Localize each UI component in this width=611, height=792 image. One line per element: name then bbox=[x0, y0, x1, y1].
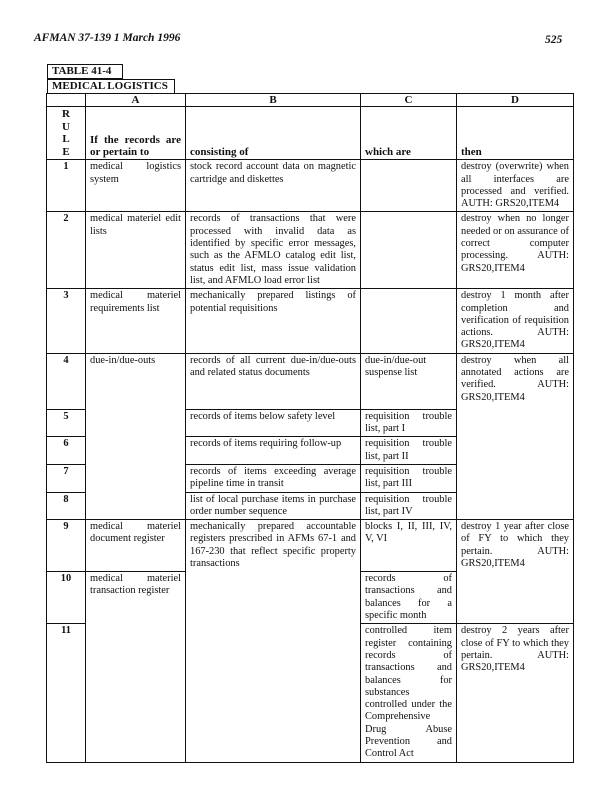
table-row: 2 medical materiel edit lists records of transactions that were processed with invalid data as identified by specific error messages, such as the AFMLO catalog edit list, status edit list, mass issue validation list, and AFMLO load error list destroy when no longer needed or on assurance of correct computer processing. AUTH: GRS20,ITEM4 bbox=[47, 212, 574, 289]
table-label: TABLE 41-4 bbox=[47, 64, 123, 79]
page-number: 525 bbox=[545, 34, 563, 46]
records-table bbox=[46, 93, 574, 763]
table-row: 4 due-in/due-outs records of all current due-in/due-outs and related status documents due-in/due-out suspense list destroy when all annotated actions are verified. AUTH: GRS20,ITEM4 bbox=[47, 353, 574, 409]
table-row: 6 records of items requiring follow-up requisition trouble list, part II bbox=[47, 437, 574, 465]
header-a: If the records are or pertain to bbox=[86, 107, 186, 160]
table-row: 3 medical materiel requirements list mechanically prepared listings of potential requisitions destroy 1 month after completion and verification of requisition actions. AUTH: GRS20,ITEM4 bbox=[47, 289, 574, 353]
rule-header: R U L E bbox=[47, 107, 86, 160]
running-header: AFMAN 37-139 1 March 1996 bbox=[34, 32, 181, 44]
col-letter: B bbox=[186, 94, 361, 107]
col-letter: D bbox=[457, 94, 574, 107]
table-title: MEDICAL LOGISTICS bbox=[47, 79, 175, 94]
table-row: 11 controlled item register containing records of transactions and balances for substances controlled under the Comprehensive Drug Abuse Prevention and Control Act destroy 2 years after close of FY to which they pertain. AUTH: GRS20,ITEM4 bbox=[47, 624, 574, 762]
header-c: which are bbox=[361, 107, 457, 160]
table-row: 10 medical materiel transaction register records of transactions and balances for a specific month bbox=[47, 572, 574, 624]
column-header-row bbox=[47, 107, 574, 160]
table-row: 8 list of local purchase items in purchase order number sequence requisition trouble list, part IV bbox=[47, 492, 574, 520]
table-row: 1 medical logistics system stock record account data on magnetic cartridge and diskettes destroy (overwrite) when all interfaces are processed and verified. AUTH: GRS20,ITEM4 bbox=[47, 160, 574, 212]
col-letter: A bbox=[86, 94, 186, 107]
col-letter: C bbox=[361, 94, 457, 107]
table-row: 5 records of items below safety level requisition trouble list, part I bbox=[47, 409, 574, 437]
table-row: 7 records of items exceeding average pipeline time in transit requisition trouble list, part III bbox=[47, 464, 574, 492]
header-b: consisting of bbox=[186, 107, 361, 160]
column-letters-row bbox=[47, 94, 574, 107]
table-row: 9 medical materiel document register mechanically prepared accountable registers prescribed in AFMs 67-1 and 167-230 that reflect specific property transactions blocks I, II, III, IV, V, VI destroy 1 year after close of FY to which they pertain. AUTH: GRS20,ITEM4 bbox=[47, 520, 574, 572]
header-d: then bbox=[457, 107, 574, 160]
